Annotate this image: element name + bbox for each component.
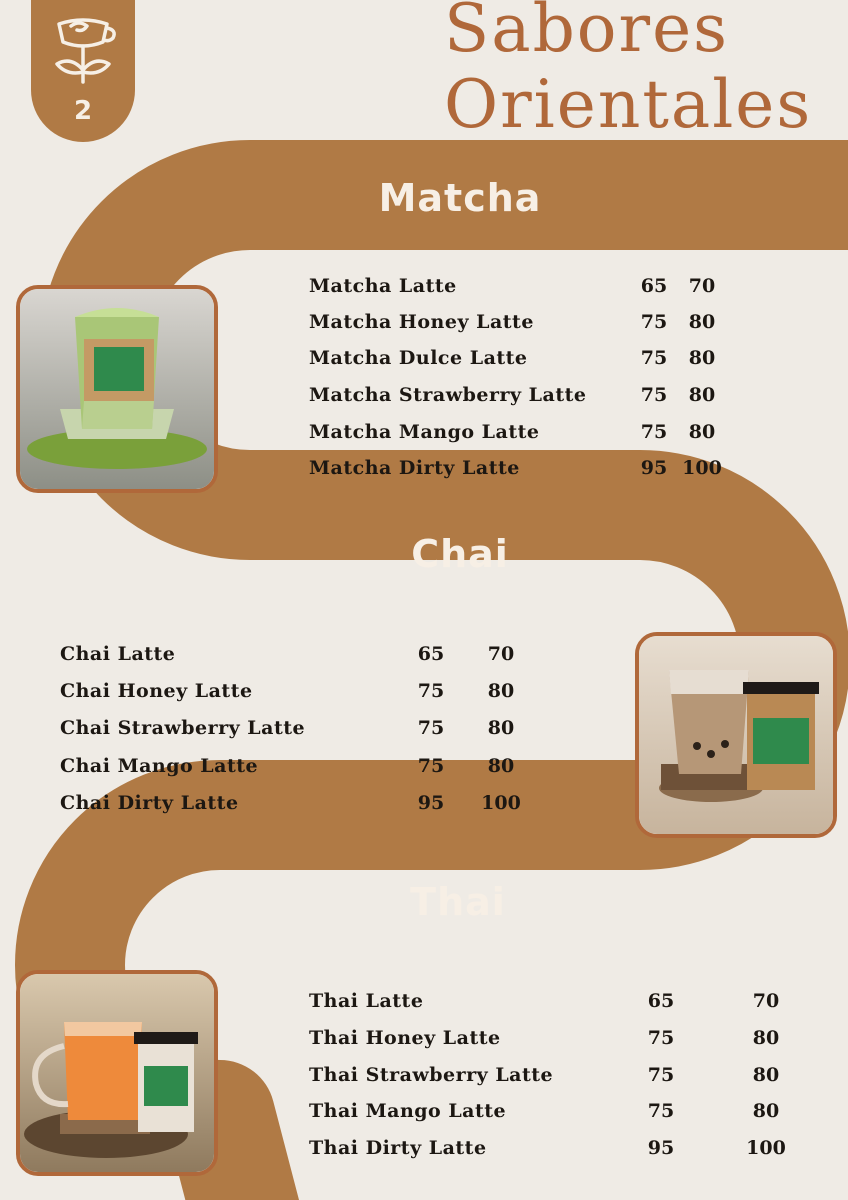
menu-item-name: Matcha Strawberry Latte (309, 384, 587, 406)
menu-item-name: Matcha Latte (309, 275, 457, 297)
menu-item-price-large: 80 (487, 755, 515, 777)
menu-item-name: Matcha Dirty Latte (309, 457, 520, 479)
matcha-drink-photo (16, 285, 218, 493)
page-number: 2 (73, 96, 93, 126)
menu-item-price-large: 80 (487, 680, 515, 702)
menu-item-name: Thai Honey Latte (309, 1027, 501, 1049)
menu-item-price-large: 100 (682, 457, 722, 479)
menu-item-price-small: 65 (417, 643, 445, 665)
menu-item-name: Thai Dirty Latte (309, 1137, 487, 1159)
menu-item-price-large: 80 (752, 1027, 780, 1049)
menu-item-price-small: 75 (640, 421, 668, 443)
menu-item-price-small: 95 (417, 792, 445, 814)
menu-item-price-small: 75 (647, 1100, 675, 1122)
menu-item-price-large: 80 (688, 421, 716, 443)
menu-item-name: Chai Latte (60, 643, 176, 665)
menu-item-price-large: 70 (487, 643, 515, 665)
menu-item-price-small: 75 (640, 384, 668, 406)
page-title-line2: Orientales (444, 66, 813, 143)
menu-item-name: Chai Honey Latte (60, 680, 253, 702)
menu-item-price-small: 75 (640, 347, 668, 369)
section-title-matcha: Matcha (378, 176, 542, 220)
menu-item-price-large: 80 (487, 717, 515, 739)
menu-item-name: Matcha Mango Latte (309, 421, 540, 443)
menu-item-price-large: 70 (752, 990, 780, 1012)
rose-cup-icon (49, 10, 117, 90)
menu-item-price-small: 95 (647, 1137, 675, 1159)
menu-item-name: Thai Strawberry Latte (309, 1064, 554, 1086)
menu-item-name: Matcha Dulce Latte (309, 347, 528, 369)
page-title-line1: Sabores (444, 0, 730, 67)
menu-item-price-small: 75 (417, 680, 445, 702)
menu-item-price-small: 65 (640, 275, 668, 297)
thai-drink-photo (16, 970, 218, 1176)
page-badge (31, 0, 135, 142)
menu-item-name: Chai Mango Latte (60, 755, 259, 777)
menu-item-price-large: 100 (746, 1137, 786, 1159)
chai-drink-photo (635, 632, 837, 838)
menu-item-price-small: 75 (647, 1064, 675, 1086)
menu-item-price-large: 80 (752, 1100, 780, 1122)
menu-item-price-small: 75 (647, 1027, 675, 1049)
menu-item-price-small: 65 (647, 990, 675, 1012)
menu-item-price-large: 80 (688, 311, 716, 333)
menu-item-name: Thai Mango Latte (309, 1100, 507, 1122)
menu-item-price-small: 75 (417, 755, 445, 777)
menu-item-price-large: 80 (752, 1064, 780, 1086)
menu-item-price-small: 95 (640, 457, 668, 479)
menu-item-name: Chai Dirty Latte (60, 792, 239, 814)
section-title-thai: Thai (410, 880, 506, 924)
menu-item-name: Matcha Honey Latte (309, 311, 534, 333)
menu-item-price-large: 100 (481, 792, 521, 814)
menu-item-price-large: 80 (688, 384, 716, 406)
menu-item-price-small: 75 (640, 311, 668, 333)
section-title-chai: Chai (411, 532, 509, 576)
menu-item-price-large: 70 (688, 275, 716, 297)
menu-item-name: Chai Strawberry Latte (60, 717, 306, 739)
menu-item-name: Thai Latte (309, 990, 424, 1012)
menu-item-price-small: 75 (417, 717, 445, 739)
menu-item-price-large: 80 (688, 347, 716, 369)
